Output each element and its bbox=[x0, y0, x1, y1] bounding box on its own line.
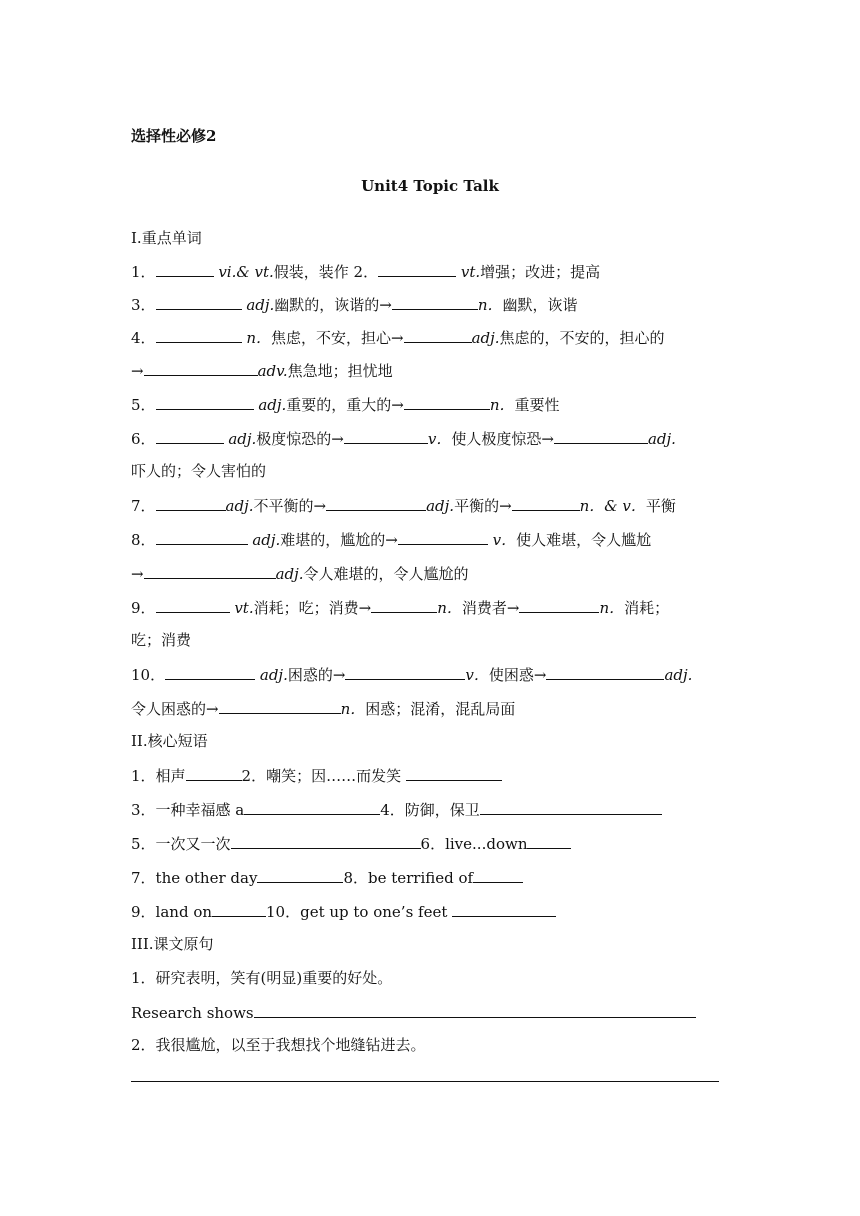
blank[interactable] bbox=[519, 597, 599, 613]
phrase-line-4: 7．the other day 8．be terrified of bbox=[131, 867, 523, 888]
blank[interactable] bbox=[406, 765, 502, 781]
blank[interactable] bbox=[131, 1066, 719, 1082]
word-line-4: → adv.焦急地；担忧地 bbox=[131, 362, 393, 380]
word-line-6-cont: 吓人的；令人害怕的 bbox=[131, 462, 267, 480]
blank[interactable] bbox=[165, 664, 255, 680]
blank[interactable] bbox=[156, 597, 230, 613]
blank[interactable] bbox=[392, 294, 478, 310]
word-line-8-cont: → adj.令人难堪的，令人尴尬的 bbox=[131, 565, 469, 583]
blank[interactable] bbox=[398, 529, 488, 545]
section-heading-words: I.重点单词 bbox=[131, 229, 202, 247]
section-heading-sentences: III.课文原句 bbox=[131, 935, 214, 953]
blank[interactable] bbox=[156, 394, 254, 410]
word-line-5: 5． adj.重要的，重大的→ n．重要性 bbox=[131, 396, 560, 414]
word-line-8: 8． adj.难堪的，尴尬的→ v．使人难堪，令人尴尬 bbox=[131, 531, 652, 549]
blank[interactable] bbox=[254, 1002, 696, 1018]
phrase-line-5: 9．land on 10．get up to one’s feet bbox=[131, 901, 556, 922]
word-line-7: 7． adj.不平衡的→ adj.平衡的→ n．& v．平衡 bbox=[131, 497, 676, 515]
word-line-10-cont: 令人困惑的→ n．困惑；混淆，混乱局面 bbox=[131, 700, 516, 718]
blank[interactable] bbox=[404, 327, 472, 343]
blank[interactable] bbox=[546, 664, 664, 680]
blank[interactable] bbox=[404, 394, 490, 410]
blank[interactable] bbox=[231, 833, 421, 849]
sentence-2-chinese: 2．我很尴尬，以至于我想找个地缝钻进去。 bbox=[131, 1036, 426, 1054]
blank[interactable] bbox=[378, 261, 456, 277]
word-line-9-cont: 吃；消费 bbox=[131, 631, 192, 649]
blank[interactable] bbox=[144, 563, 276, 579]
blank[interactable] bbox=[326, 495, 426, 511]
phrase-line-3: 5．一次又一次 6．live...down bbox=[131, 833, 571, 854]
phrase-line-1: 1．相声 2．嘲笑；因……而发笑 bbox=[131, 765, 502, 786]
phrase-line-2: 3．一种幸福感 a 4．防御，保卫 bbox=[131, 799, 662, 820]
word-line-1: 1． vi.& vt.假装，装作 2． vt.增强；改进；提高 bbox=[131, 263, 601, 281]
blank[interactable] bbox=[554, 428, 648, 444]
blank[interactable] bbox=[156, 529, 248, 545]
sentence-2-answer bbox=[131, 1066, 719, 1087]
blank[interactable] bbox=[144, 360, 258, 376]
blank[interactable] bbox=[156, 294, 242, 310]
blank[interactable] bbox=[219, 698, 341, 714]
blank[interactable] bbox=[156, 327, 242, 343]
sentence-1-chinese: 1．研究表明，笑有(明显)重要的好处。 bbox=[131, 969, 393, 987]
blank[interactable] bbox=[452, 901, 556, 917]
blank[interactable] bbox=[527, 833, 571, 849]
blank[interactable] bbox=[344, 428, 428, 444]
blank[interactable] bbox=[480, 799, 662, 815]
blank[interactable] bbox=[156, 261, 214, 277]
blank[interactable] bbox=[473, 867, 523, 883]
blank[interactable] bbox=[156, 495, 226, 511]
book-title: 选择性必修2 bbox=[131, 127, 217, 145]
blank[interactable] bbox=[186, 765, 242, 781]
blank[interactable] bbox=[257, 867, 343, 883]
blank[interactable] bbox=[244, 799, 380, 815]
word-line-2: 3． adj.幽默的，诙谐的→ n．幽默，诙谐 bbox=[131, 296, 578, 314]
word-line-9: 9． vt.消耗；吃；消费→ n．消费者→ n．消耗； bbox=[131, 599, 670, 617]
blank[interactable] bbox=[512, 495, 580, 511]
section-heading-phrases: II.核心短语 bbox=[131, 732, 208, 750]
blank[interactable] bbox=[212, 901, 266, 917]
blank[interactable] bbox=[371, 597, 437, 613]
blank[interactable] bbox=[345, 664, 465, 680]
word-line-10: 10． adj.困惑的→ v．使困惑→ adj. bbox=[131, 666, 693, 684]
unit-title: Unit4 Topic Talk bbox=[361, 177, 499, 195]
word-line-6: 6． adj.极度惊恐的→ v．使人极度惊恐→ adj. bbox=[131, 430, 676, 448]
sentence-1-english: Research shows bbox=[131, 1002, 696, 1023]
blank[interactable] bbox=[156, 428, 224, 444]
word-line-3: 4． n．焦虑，不安，担心→ adj.焦虑的，不安的，担心的 bbox=[131, 329, 665, 347]
